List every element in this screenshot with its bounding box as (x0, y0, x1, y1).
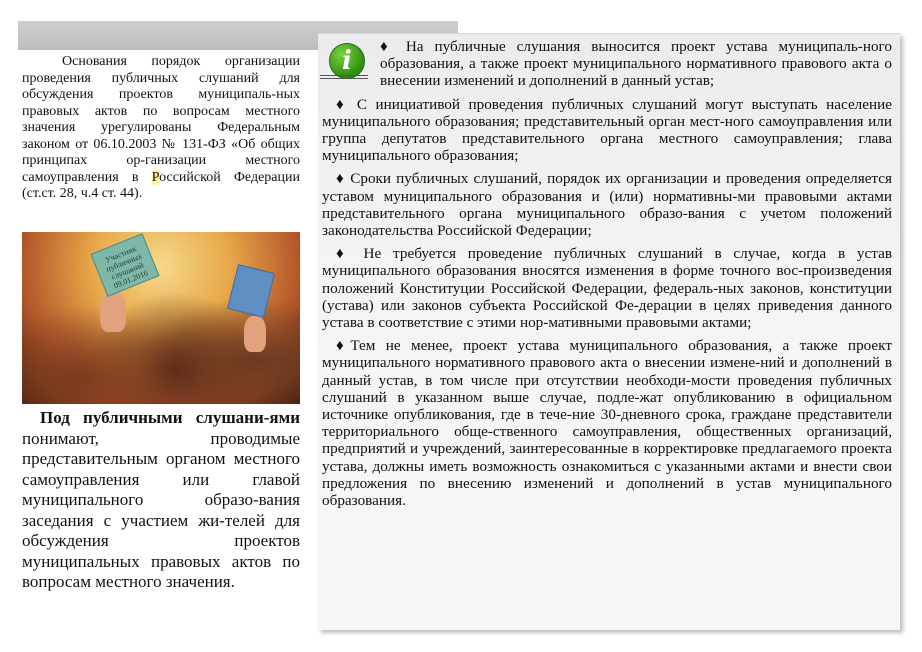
panel-paragraph: ♦ С инициативой проведения публичных слушаний могут выступать население муниципального образования; представительный орган мест-ного самоуправления или группа депутатов представительного органа местного самоуправления; глава муниципального образования; (322, 95, 892, 165)
intro-part2: оссийской Федерации (ст.ст. 28, ч.4 ст. 44). (22, 169, 300, 201)
definition-text (22, 408, 300, 593)
raised-hand (244, 316, 266, 352)
raised-hand (100, 292, 126, 332)
definition-term: Под публичными слушани-ями (40, 408, 300, 427)
intro-text (22, 54, 300, 203)
voting-card-blue (227, 264, 275, 318)
panel-paragraph: ♦ На публичные слушания выносится проект устава муниципаль-ного образования, а также проект муниципального нормативного правового акта о внесении изменений и дополнений в данный устав; (380, 38, 892, 90)
definition-body: понимают, проводимые представительным органом местного самоуправления или главой муниципального образо-вания заседания с участием жи-телей для обсуждения проектов муниципальных правовых актов по вопросам местного значения. (22, 428, 300, 591)
panel-paragraph: ♦ Не требуется проведение публичных слушаний в случае, когда в устав муниципального образования вносятся изменения в форме точного вос-произведения положений Конституции Российской Федерации, федераль-ных законов, конституции (устава) или законов субъекта Российской Фе-дерации в целях приведения данного устава в соответствие с этими нор-мативными правовыми актами; (322, 245, 892, 332)
panel-paragraph: ♦ Сроки публичных слушаний, порядок их организации и проведения определяется уставом муниципального образования и (или) нормативны-ми правовыми актами представительного органа муниципального образо-вания с учетом положений законодательства Российской Федерации; (322, 170, 892, 240)
intro-part1: Основания порядок организации проведения публичных слушаний для обсуждения проектов муниципаль-ных правовых актов по вопросам местного значения урегулированы Федеральным законом от 06.10.2003 № 131-ФЗ «Об общих принципах ор-ганизации местного самоуправления в (22, 54, 300, 185)
info-panel (318, 33, 900, 630)
info-icon: i (329, 43, 365, 79)
intro-highlight: Р (151, 169, 160, 185)
voting-card: Участник публичных слушаний 09.01.2016 (90, 233, 159, 297)
public-hearing-photo (22, 232, 300, 404)
info-panel-text (322, 38, 892, 515)
panel-paragraph: ♦Тем не менее, проект устава муниципального образования, а также проект муниципального нормативного правового акта о внесении измене-ний и дополнений в данный устав, в том числе при отсутствии необходи-мости проведения публичных слушаний в указанном выше случае, подле-жат опубликованию в официальном источнике опубликования, где в тече-ние 30-дневного срока, граждане представители территориального обще-ственного самоуправления, общественных организаций, предприятий и учреждений, заинтересованные в корректировке предлагаемого проекта устава, должны иметь возможность ознакомиться с указанными актами и внести свои предложения по внесению изменений и дополнений в устав муниципального образования. (322, 337, 892, 510)
